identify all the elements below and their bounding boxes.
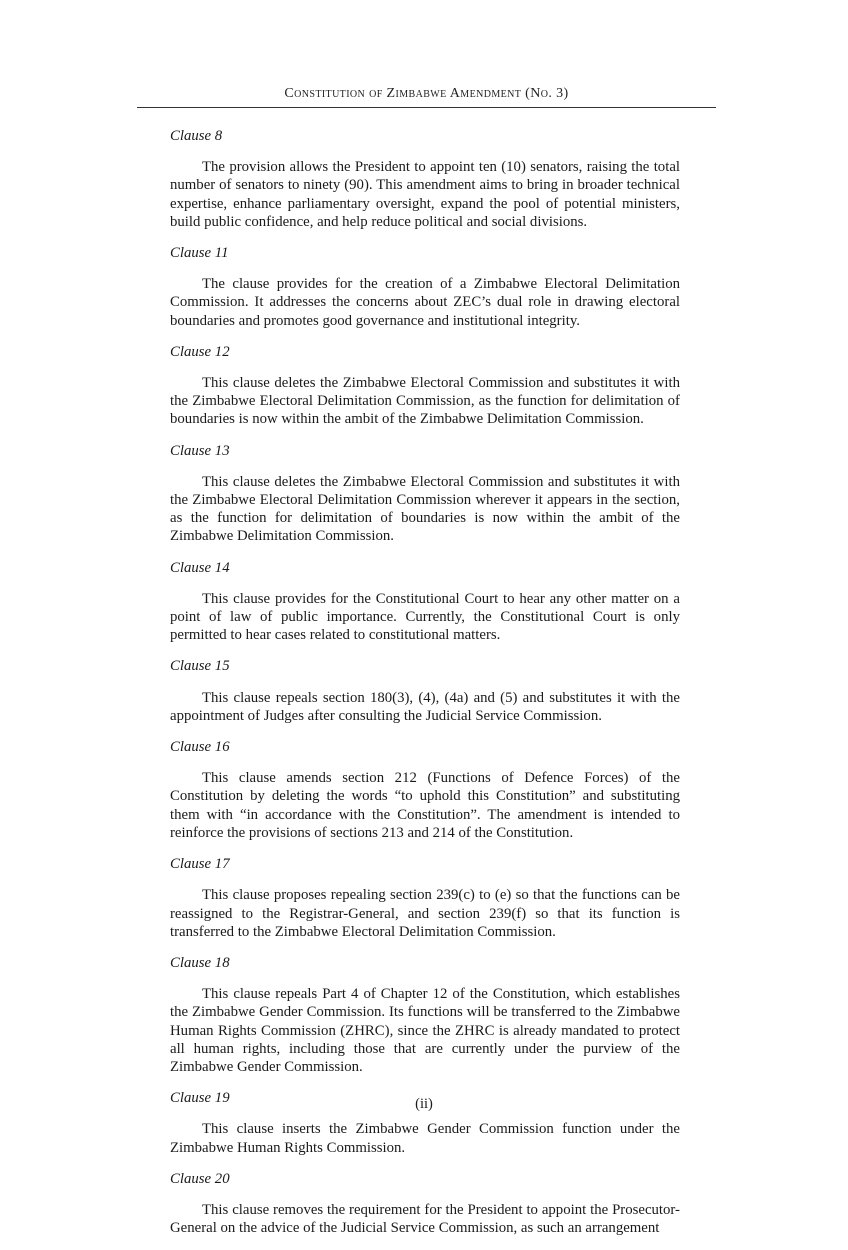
clause-heading: Clause 11 [170,245,229,262]
clause-18 [170,954,680,1076]
document-body [170,127,680,1250]
running-header: Constitution of Zimbabwe Amendment (No. 3) [284,86,569,101]
clause-heading: Clause 8 [170,128,223,144]
clause-12 [170,343,680,429]
clause-paragraph: The clause provides for the creation of a Zimbabwe Electoral Delimitation Commission. It addresses the concerns about ZEC’s dual role in drawing electoral boundaries and promotes good governance and institutional integrity. [170,276,680,329]
clause-11 [170,244,680,330]
clause-13 [170,442,680,546]
clause-heading: Clause 20 [170,1170,230,1187]
clause-16 [170,738,680,842]
clause-heading: Clause 17 [170,856,230,873]
clause-heading: Clause 19 [170,1090,230,1107]
clause-15 [170,657,680,725]
clause-heading: Clause 18 [170,954,230,971]
clause-20 [170,1170,680,1238]
header-rule [137,107,716,108]
clause-paragraph: This clause repeals section 180(3), (4), (4a) and (5) and substitutes it with the appointment of Judges after consulting the Judicial Service Commission. [170,689,680,724]
page-number: (ii) [415,1096,433,1112]
clause-paragraph: This clause removes the requirement for the President to appoint the Prosecutor-General on the advice of the Judicial Service Commission, as such an arrangement [170,1201,680,1237]
clause-heading: Clause 13 [170,442,230,459]
clause-paragraph: This clause inserts the Zimbabwe Gender Commission function under the Zimbabwe Human Rights Commission. [170,1121,680,1156]
clause-paragraph: This clause deletes the Zimbabwe Electoral Commission and substitutes it with the Zimbabwe Electoral Delimitation Commission wherever it appears in the section, as the function for delimitation of boundaries is now within the ambit of the Zimbabwe Delimitation Commission. [170,473,680,545]
clause-paragraph: This clause provides for the Constitutional Court to hear any other matter on a point of law of public importance. Currently, the Constitutional Court is only permitted to hear cases related to constitutional matters. [170,590,680,644]
clause-paragraph: This clause repeals Part 4 of Chapter 12 of the Constitution, which establishes the Zimbabwe Gender Commission. Its functions will be transferred to the Zimbabwe Human Rights Commission (ZHRC), since the ZHRC is already mandated to protect all human rights, including those that are currently under the purview of the Zimbabwe Gender Commission. [170,986,680,1075]
clause-17 [170,855,680,941]
clause-heading: Clause 14 [170,559,230,576]
clause-heading: Clause 16 [170,739,230,756]
clause-heading: Clause 15 [170,658,230,675]
clause-paragraph: The provision allows the President to appoint ten (10) senators, raising the total number of senators to ninety (90). This amendment aims to bring in broader technical expertise, enhance parliamentary oversight, expand the pool of potential ministers, build public confidence, and help reduce political and social divisions. [170,159,680,230]
clause-8 [170,127,680,231]
clause-paragraph: This clause deletes the Zimbabwe Electoral Commission and substitutes it with the Zimbabwe Electoral Delimitation Commission, as the function for delimitation of boundaries is now within the ambit of the Zimbabwe Delimitation Commission. [170,375,680,428]
clause-14 [170,559,680,645]
clause-heading: Clause 12 [170,343,230,360]
clause-paragraph: This clause proposes repealing section 239(c) to (e) so that the functions can be reassigned to the Registrar-General, and section 239(f) so that its function is transferred to the Zimbabwe Electoral Delimitation Commission. [170,887,680,940]
clause-paragraph: This clause amends section 212 (Functions of Defence Forces) of the Constitution by deleting the words “to uphold this Constitution” and substituting them with “in accordance with the Constitution”. The amendment is intended to reinforce the provisions of sections 213 and 214 of the Constitution. [170,770,680,841]
